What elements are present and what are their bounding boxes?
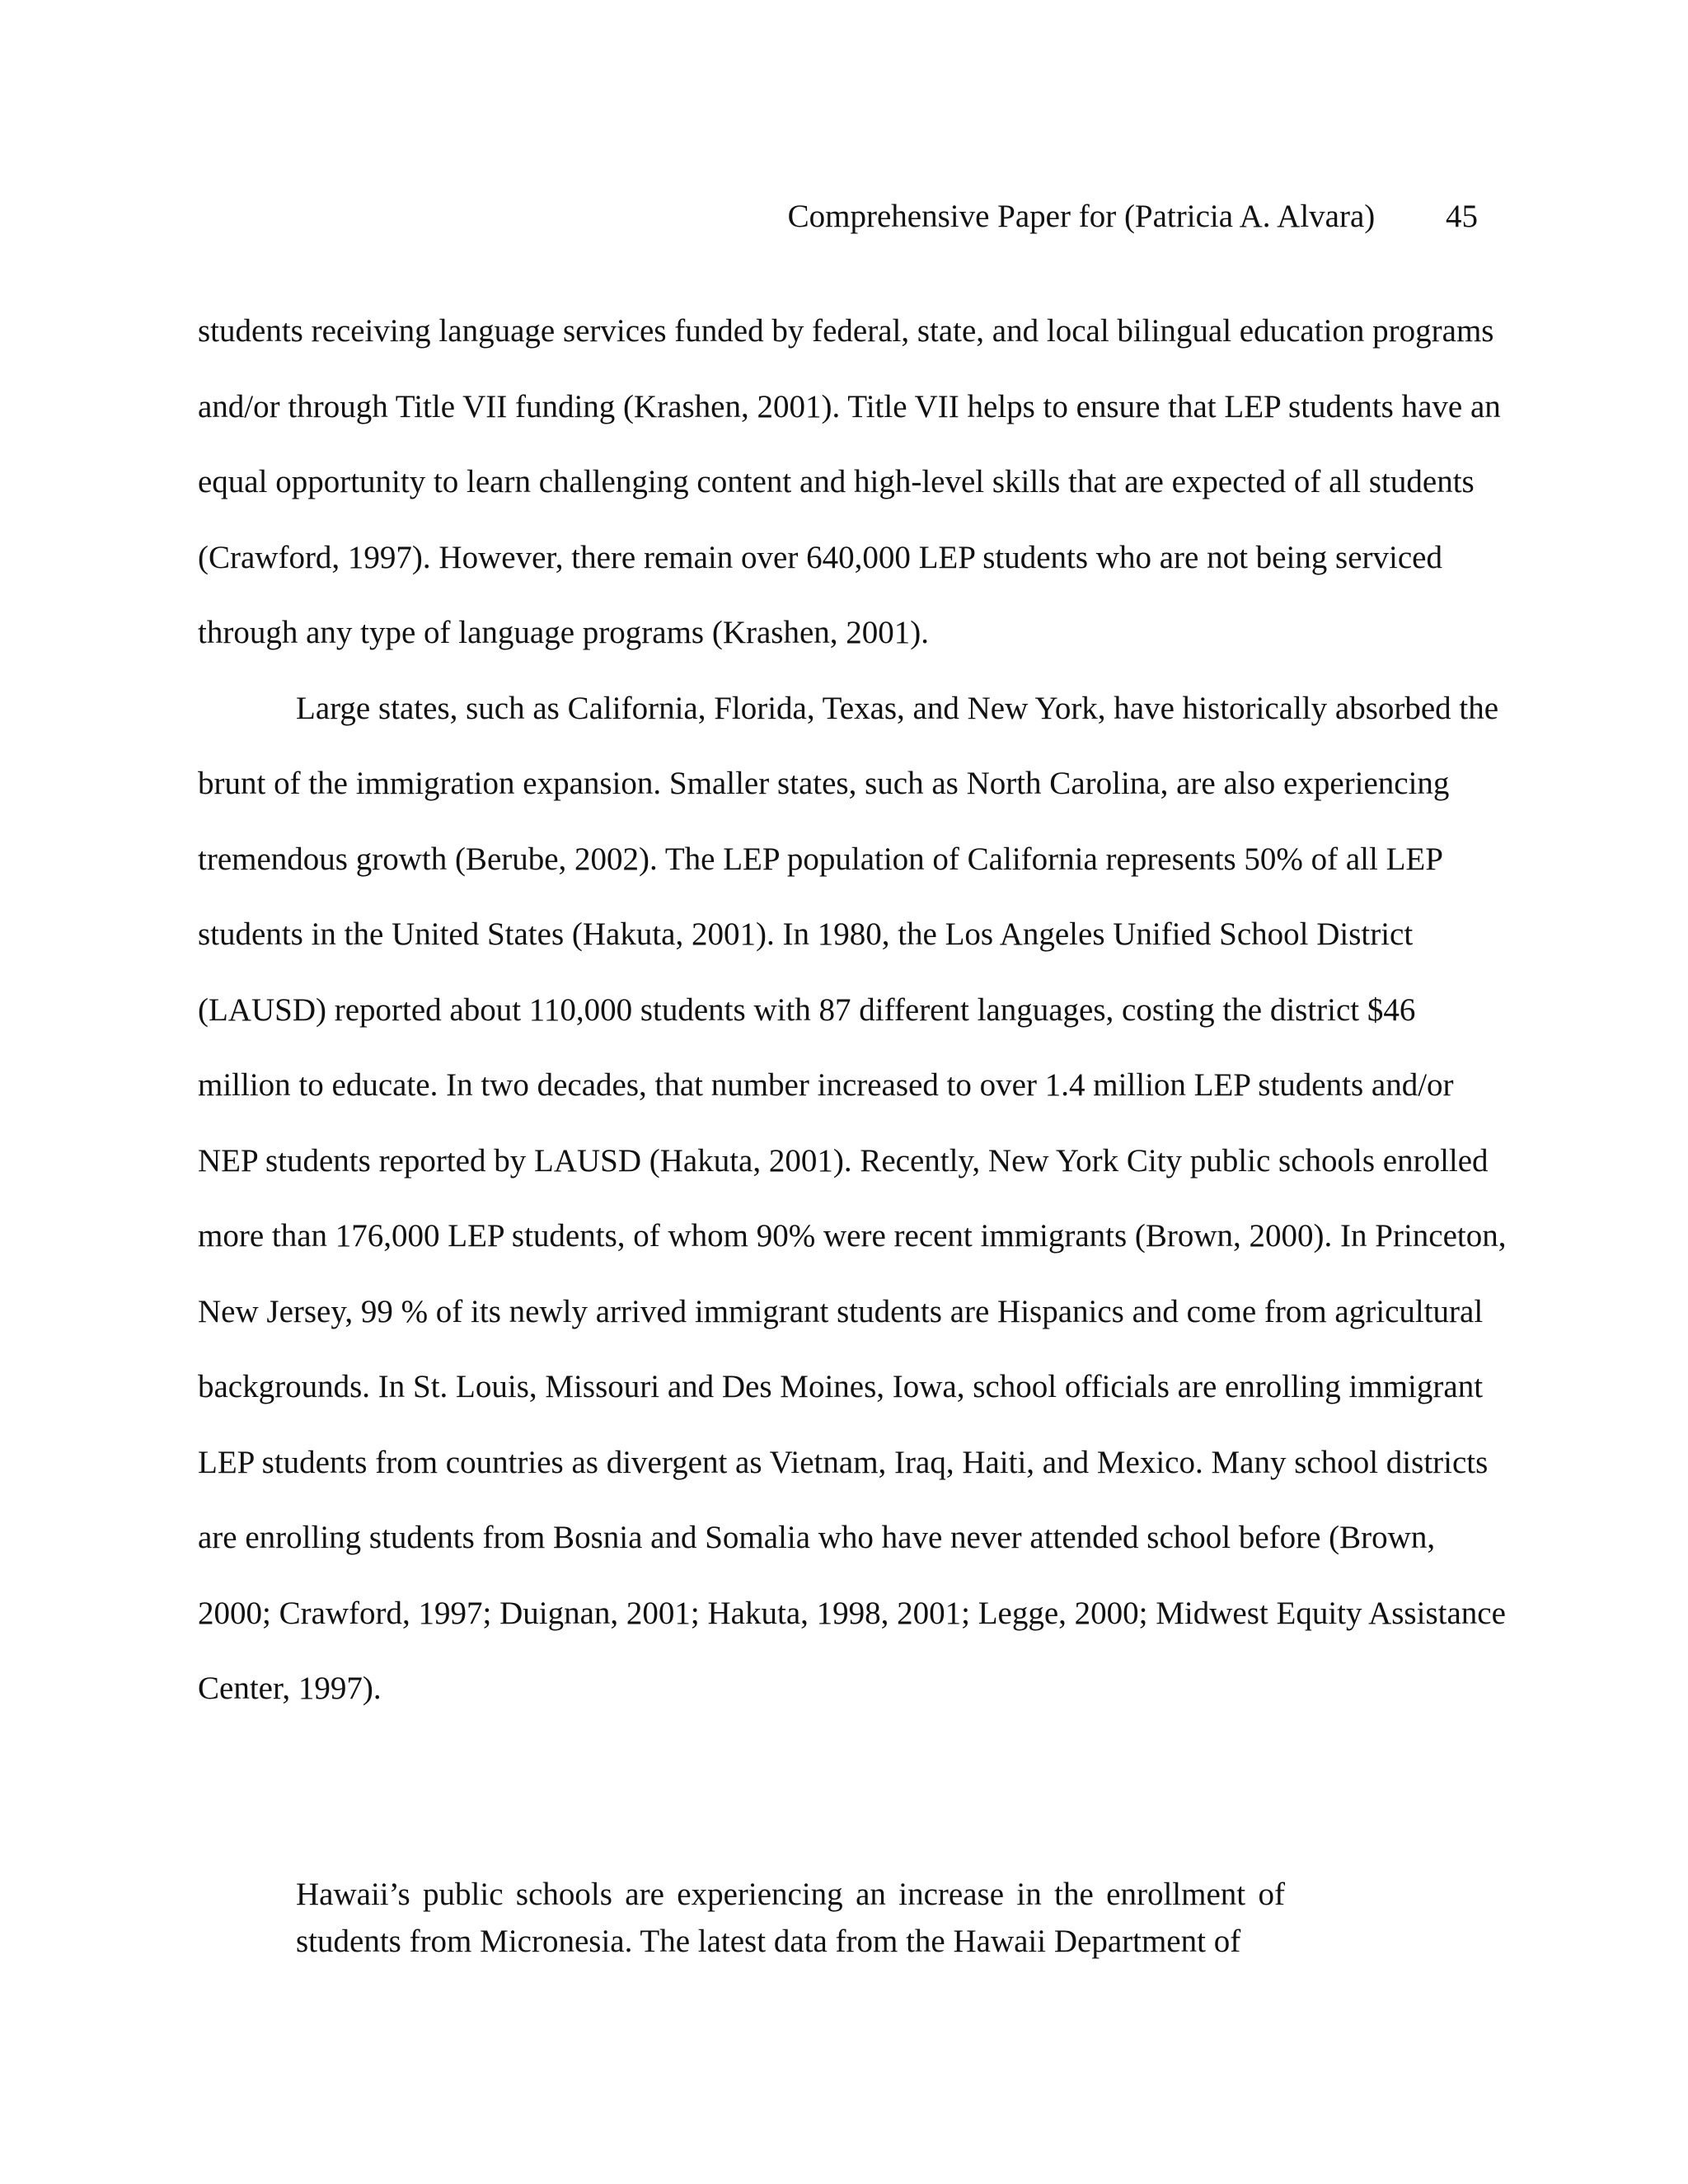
running-header [788,196,1478,237]
paragraph-continued: students receiving language services funded by federal, state, and local bilingual education programs and/or through Title VII funding (Krashen, 2001). Title VII helps to ensure that LEP students have an equal opportunity to learn challenging content and high-level skills that are expected of all students (Crawford, 1997). However, there remain over 640,000 LEP students who are not being serviced through any type of language programs (Krashen, 2001). [198,313,1501,650]
body-text [198,293,1507,1727]
block-quote-text: Hawaii’s public schools are experiencing an increase in the enrollment of students from Micronesia. The latest data from the Hawaii Department of [296,1877,1285,1959]
running-head-title: Comprehensive Paper for (Patricia A. Alvara) [787,199,1376,234]
block-quote [296,1871,1285,1965]
paragraph-immigration-growth: Large states, such as California, Florida, Texas, and New York, have historically absorbed the brunt of the immigration expansion. Smaller states, such as North Carolina, are also experiencing tremendous growth (Berube, 2002). The LEP population of California represents 50% of all LEP students in the United States (Hakuta, 2001). In 1980, the Los Angeles Unified School District (LAUSD) reported about 110,000 students with 87 different languages, costing the district $46 million to educate. In two decades, that number increased to over 1.4 million LEP students and/or NEP students reported by LAUSD (Hakuta, 2001). Recently, New York City public schools enrolled more than 176,000 LEP students, of whom 90% were recent immigrants (Brown, 2000). In Princeton, New Jersey, 99 % of its newly arrived immigrant students are Hispanics and come from agricultural backgrounds. In St. Louis, Missouri and Des Moines, Iowa, school officials are enrolling immigrant LEP students from countries as divergent as Vietnam, Iraq, Haiti, and Mexico. Many school districts are enrolling students from Bosnia and Somalia who have never attended school before (Brown, 2000; Crawford, 1997; Duignan, 2001; Hakuta, 1998, 2001; Legge, 2000; Midwest Equity Assistance Center, 1997). [198,690,1507,1706]
page-number: 45 [1446,199,1478,234]
